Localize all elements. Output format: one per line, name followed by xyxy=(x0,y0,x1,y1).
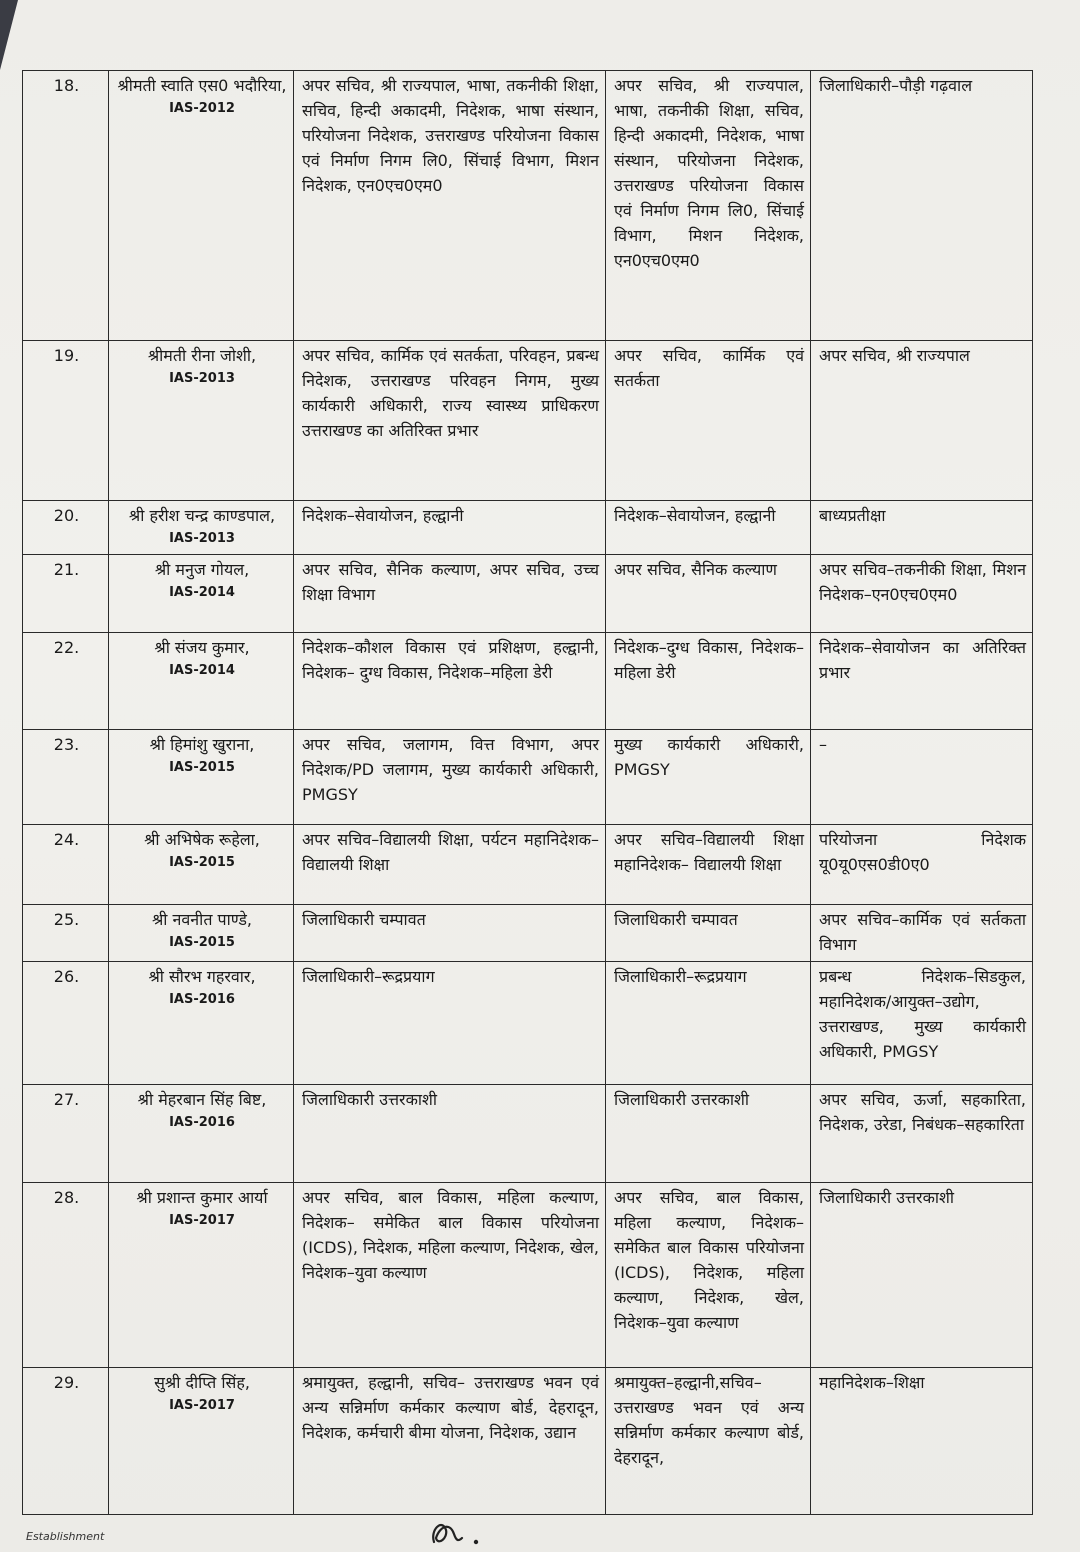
serial-number: 19. xyxy=(23,341,109,501)
relieved-posting: अपर सचिव, कार्मिक एवं सतर्कता xyxy=(606,341,811,501)
officer-name: श्री नवनीत पाण्डे, xyxy=(151,910,253,929)
officer-batch: IAS-2015 xyxy=(169,760,235,775)
officer-name: श्री सौरभ गहरवार, xyxy=(148,967,256,986)
current-posting: निदेशक–कौशल विकास एवं प्रशिक्षण, हल्द्वानी, निदेशक– दुग्ध विकास, निदेशक–महिला डेरी xyxy=(294,633,606,730)
relieved-posting: अपर सचिव, बाल विकास, महिला कल्याण, निदेशक–समेकित बाल विकास परियोजना (ICDS), निदेशक, महिला कल्याण, निदेशक, खेल, निदेशक–युवा कल्याण xyxy=(606,1183,811,1368)
new-posting: अपर सचिव, श्री राज्यपाल xyxy=(811,341,1033,501)
current-posting: अपर सचिव–विद्यालयी शिक्षा, पर्यटन महानिदेशक– विद्यालयी शिक्षा xyxy=(294,825,606,905)
table-row xyxy=(23,1183,1033,1368)
relieved-posting: निदेशक–सेवायोजन, हल्द्वानी xyxy=(606,501,811,555)
officer-cell xyxy=(109,905,294,962)
officer-cell xyxy=(109,71,294,341)
officer-name: श्री हरीश चन्द्र काण्डपाल, xyxy=(128,506,276,525)
current-posting: जिलाधिकारी उत्तरकाशी xyxy=(294,1085,606,1183)
officer-batch: IAS-2016 xyxy=(169,1115,235,1130)
officer-name: श्री प्रशान्त कुमार आर्या xyxy=(136,1188,268,1207)
relieved-posting: जिलाधिकारी उत्तरकाशी xyxy=(606,1085,811,1183)
transfer-table xyxy=(22,70,1033,1515)
serial-number: 22. xyxy=(23,633,109,730)
serial-number: 28. xyxy=(23,1183,109,1368)
current-posting: जिलाधिकारी चम्पावत xyxy=(294,905,606,962)
new-posting: अपर सचिव–कार्मिक एवं सर्तकता विभाग xyxy=(811,905,1033,962)
table-row xyxy=(23,501,1033,555)
officer-name: श्री अभिषेक रूहेला, xyxy=(144,830,260,849)
table-row xyxy=(23,905,1033,962)
relieved-posting: श्रमायुक्त–हल्द्वानी,सचिव– उत्तराखण्ड भवन एवं अन्य सन्निर्माण कर्मकार कल्याण बोर्ड, देहरादून, xyxy=(606,1368,811,1515)
current-posting: अपर सचिव, जलागम, वित्त विभाग, अपर निदेशक/PD जलागम, मुख्य कार्यकारी अधिकारी, PMGSY xyxy=(294,730,606,825)
officer-batch: IAS-2014 xyxy=(169,663,235,678)
serial-number: 20. xyxy=(23,501,109,555)
officer-name: श्रीमती स्वाति एस0 भदौरिया, xyxy=(117,76,287,95)
officer-cell xyxy=(109,730,294,825)
officer-batch: IAS-2017 xyxy=(169,1213,235,1228)
officer-batch: IAS-2012 xyxy=(169,101,235,116)
table-body xyxy=(23,71,1033,1515)
serial-number: 23. xyxy=(23,730,109,825)
officer-cell xyxy=(109,825,294,905)
serial-number: 24. xyxy=(23,825,109,905)
new-posting: अपर सचिव, ऊर्जा, सहकारिता, निदेशक, उरेडा, निबंधक–सहकारिता xyxy=(811,1085,1033,1183)
serial-number: 18. xyxy=(23,71,109,341)
officer-cell xyxy=(109,341,294,501)
officer-cell xyxy=(109,962,294,1085)
current-posting: निदेशक–सेवायोजन, हल्द्वानी xyxy=(294,501,606,555)
serial-number: 27. xyxy=(23,1085,109,1183)
current-posting: श्रमायुक्त, हल्द्वानी, सचिव– उत्तराखण्ड भवन एवं अन्य सन्निर्माण कर्मकार कल्याण बोर्ड, देहरादून, निदेशक, कर्मचारी बीमा योजना, निदेशक, उद्यान xyxy=(294,1368,606,1515)
table-row xyxy=(23,825,1033,905)
relieved-posting: अपर सचिव–विद्यालयी शिक्षा महानिदेशक– विद्यालयी शिक्षा xyxy=(606,825,811,905)
relieved-posting: अपर सचिव, श्री राज्यपाल, भाषा, तकनीकी शिक्षा, सचिव, हिन्दी अकादमी, निदेशक, भाषा संस्थान, परियोजना निदेशक, उत्तराखण्ड परियोजना विकास एवं निर्माण निगम लि0, सिंचाई विभाग, मिशन निदेशक, एन0एच0एम0 xyxy=(606,71,811,341)
officer-cell xyxy=(109,1368,294,1515)
relieved-posting: निदेशक–दुग्ध विकास, निदेशक–महिला डेरी xyxy=(606,633,811,730)
current-posting: जिलाधिकारी–रूद्रप्रयाग xyxy=(294,962,606,1085)
officer-batch: IAS-2013 xyxy=(169,371,235,386)
officer-batch: IAS-2013 xyxy=(169,531,235,546)
dark-corner xyxy=(0,0,18,70)
current-posting: अपर सचिव, सैनिक कल्याण, अपर सचिव, उच्च शिक्षा विभाग xyxy=(294,555,606,633)
new-posting: – xyxy=(811,730,1033,825)
officer-cell xyxy=(109,633,294,730)
officer-batch: IAS-2015 xyxy=(169,855,235,870)
table-row xyxy=(23,730,1033,825)
officer-name: श्री हिमांशु खुराना, xyxy=(149,735,255,754)
relieved-posting: अपर सचिव, सैनिक कल्याण xyxy=(606,555,811,633)
officer-batch: IAS-2015 xyxy=(169,935,235,950)
officer-name: सुश्री दीप्ति सिंह, xyxy=(154,1373,250,1392)
table-row xyxy=(23,1368,1033,1515)
table-row xyxy=(23,633,1033,730)
officer-batch: IAS-2014 xyxy=(169,585,235,600)
current-posting: अपर सचिव, कार्मिक एवं सतर्कता, परिवहन, प्रबन्ध निदेशक, उत्तराखण्ड परिवहन निगम, मुख्य कार्यकारी अधिकारी, राज्य स्वास्थ्य प्राधिकरण उत्तराखण्ड का अतिरिक्त प्रभार xyxy=(294,341,606,501)
table-row xyxy=(23,1085,1033,1183)
relieved-posting: जिलाधिकारी–रूद्रप्रयाग xyxy=(606,962,811,1085)
new-posting: जिलाधिकारी–पौड़ी गढ़वाल xyxy=(811,71,1033,341)
new-posting: अपर सचिव–तकनीकी शिक्षा, मिशन निदेशक–एन0एच0एम0 xyxy=(811,555,1033,633)
table-row xyxy=(23,555,1033,633)
new-posting: परियोजना निदेशक यू0यू0एस0डी0ए0 xyxy=(811,825,1033,905)
serial-number: 21. xyxy=(23,555,109,633)
relieved-posting: जिलाधिकारी चम्पावत xyxy=(606,905,811,962)
officer-cell xyxy=(109,555,294,633)
officer-name: श्री मनुज गोयल, xyxy=(154,560,250,579)
new-posting: निदेशक–सेवायोजन का अतिरिक्त प्रभार xyxy=(811,633,1033,730)
new-posting: जिलाधिकारी उत्तरकाशी xyxy=(811,1183,1033,1368)
new-posting: बाध्यप्रतीक्षा xyxy=(811,501,1033,555)
signature-mark xyxy=(420,1512,490,1550)
serial-number: 29. xyxy=(23,1368,109,1515)
current-posting: अपर सचिव, बाल विकास, महिला कल्याण, निदेशक– समेकित बाल विकास परियोजना (ICDS), निदेशक, महिला कल्याण, निदेशक, खेल, निदेशक–युवा कल्याण xyxy=(294,1183,606,1368)
table-row xyxy=(23,341,1033,501)
officer-name: श्रीमती रीना जोशी, xyxy=(147,346,257,365)
relieved-posting: मुख्य कार्यकारी अधिकारी, PMGSY xyxy=(606,730,811,825)
current-posting: अपर सचिव, श्री राज्यपाल, भाषा, तकनीकी शिक्षा, सचिव, हिन्दी अकादमी, निदेशक, भाषा संस्थान, परियोजना निदेशक, उत्तराखण्ड परियोजना विकास एवं निर्माण निगम लि0, सिंचाई विभाग, मिशन निदेशक, एन0एच0एम0 xyxy=(294,71,606,341)
officer-name: श्री मेहरबान सिंह बिष्ट, xyxy=(137,1090,267,1109)
officer-name: श्री संजय कुमार, xyxy=(154,638,250,657)
footer-label: Establishment xyxy=(26,1530,105,1543)
officer-cell xyxy=(109,501,294,555)
new-posting: महानिदेशक–शिक्षा xyxy=(811,1368,1033,1515)
officer-batch: IAS-2016 xyxy=(169,992,235,1007)
serial-number: 25. xyxy=(23,905,109,962)
new-posting: प्रबन्ध निदेशक–सिडकुल, महानिदेशक/आयुक्त–उद्योग, उत्तराखण्ड, मुख्य कार्यकारी अधिकारी, PMGSY xyxy=(811,962,1033,1085)
table-row xyxy=(23,962,1033,1085)
table-row xyxy=(23,71,1033,341)
officer-cell xyxy=(109,1085,294,1183)
officer-batch: IAS-2017 xyxy=(169,1398,235,1413)
officer-cell xyxy=(109,1183,294,1368)
serial-number: 26. xyxy=(23,962,109,1085)
